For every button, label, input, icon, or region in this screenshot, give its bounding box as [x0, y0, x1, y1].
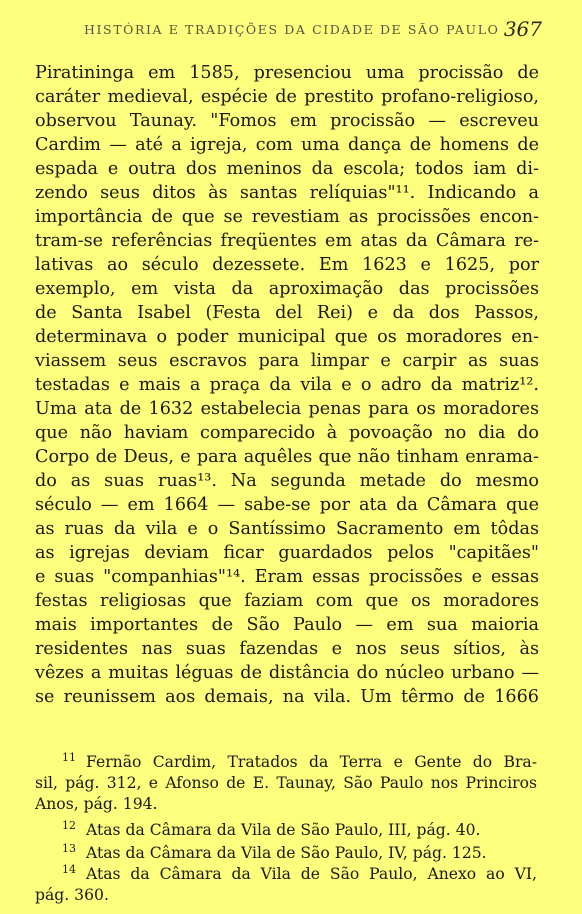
- footnote-13-text: Atas da Câmara da Vila de São Paulo, IV, pág. 125.: [86, 844, 487, 862]
- body-line: espada e outra dos meninos da escola; todos iam di-: [35, 159, 539, 179]
- body-line: exemplo, em vista da aproximação das procissões: [35, 279, 539, 299]
- body-line: mais importantes de São Paulo — em sua maioria: [35, 615, 539, 635]
- body-line: observou Taunay. "Fomos em procissão — escreveu: [35, 111, 539, 131]
- footnote-12-text: Atas da Câmara da Vila de São Paulo, III, pág. 40.: [86, 821, 481, 839]
- body-line: vêzes a muitas léguas de distância do núcleo urbano —: [35, 663, 539, 683]
- page-number: 367: [503, 17, 542, 41]
- footnote-12: [62, 820, 537, 841]
- footnote-11-text: Fernão Cardim, Tratados da Terra e Gente do Bra-: [86, 753, 537, 771]
- body-line: testadas e mais a praça da vila e o adro da matriz¹².: [35, 375, 539, 395]
- footnote-14-text: Atas da Câmara da Vila de São Paulo, Anexo ao VI,: [86, 865, 537, 883]
- footnote-14-mark: 14: [62, 863, 76, 876]
- footnote-14-line: [62, 864, 537, 885]
- body-line: Corpo de Deus, e para aquêles que não tinham enrama-: [35, 447, 539, 467]
- footnote-11-mark: 11: [62, 751, 76, 764]
- body-line: festas religiosas que faziam com que os moradores: [35, 591, 539, 611]
- running-head: [40, 17, 542, 42]
- body-line: de Santa Isabel (Festa del Rei) e da dos Passos,: [35, 303, 539, 323]
- footnote-13: [62, 843, 537, 864]
- body-line: lativas ao século dezessete. Em 1623 e 1625, por: [35, 255, 539, 275]
- footnote-11-line: sil, pág. 312, e Afonso de E. Taunay, São Paulo nos Princiros: [35, 774, 537, 792]
- footnote-11-line: [62, 752, 537, 773]
- body-line: residentes nas suas fazendas e nos seus sítios, às: [35, 639, 539, 659]
- body-line: viassem seus escravos para limpar e carpir as suas: [35, 351, 539, 371]
- footnote-11-line: Anos, pág. 194.: [35, 795, 158, 813]
- footnote-14-line: pág. 360.: [35, 886, 109, 904]
- body-line: zendo seus ditos às santas relíquias"¹¹. Indicando a: [35, 183, 539, 203]
- body-line: Piratininga em 1585, presenciou uma procissão de: [35, 63, 539, 83]
- body-line: Uma ata de 1632 estabelecia penas para os moradores: [35, 399, 539, 419]
- body-line: caráter medieval, espécie de prestito profano-religioso,: [35, 87, 539, 107]
- body-line: e suas "companhias"¹⁴. Eram essas procissões e essas: [35, 567, 539, 587]
- body-line: que não haviam comparecido à povoação no dia do: [35, 423, 539, 443]
- body-line: as igrejas deviam ficar guardados pelos "capitães": [35, 543, 539, 563]
- body-line: importância de que se revestiam as procissões encon-: [35, 207, 539, 227]
- footnote-13-mark: 13: [62, 842, 76, 855]
- body-line: do as suas ruas¹³. Na segunda metade do mesmo: [35, 471, 539, 491]
- body-line: Cardim — até a igreja, com uma dança de homens de: [35, 135, 539, 155]
- body-line: determinava o poder municipal que os moradores en-: [35, 327, 539, 347]
- body-line: tram-se referências freqüentes em atas da Câmara re-: [35, 231, 539, 251]
- running-head-title: HISTÓRIA E TRADIÇÕES DA CIDADE DE SÃO PAULO: [84, 22, 500, 37]
- body-line: século — em 1664 — sabe-se por ata da Câmara que: [35, 495, 539, 515]
- body-line: se reunissem aos demais, na vila. Um têrmo de 1666: [35, 687, 539, 707]
- footnote-12-mark: 12: [62, 819, 76, 832]
- body-line: as ruas da vila e o Santíssimo Sacramento em tôdas: [35, 519, 539, 539]
